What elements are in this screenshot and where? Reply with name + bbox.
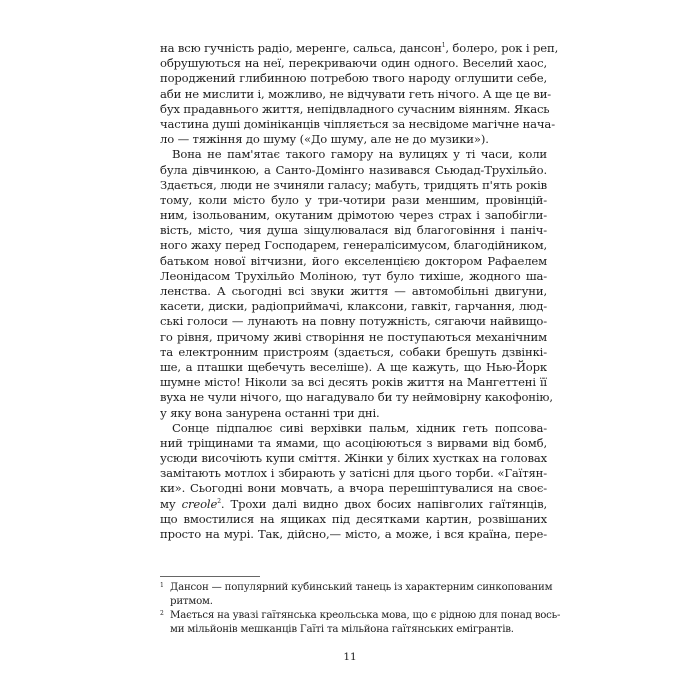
text-line: Здається, люди не зчиняли галасу; мабуть, тридцять п'ять років: [160, 177, 547, 192]
text-line: частина душі домініканців чіпляється за несвідоме магічне нача-: [160, 116, 555, 131]
body-text: [160, 41, 559, 542]
text-line: шумне місто! Ніколи за всі десять років життя на Мангеттені її: [160, 375, 547, 390]
text-line: аби не мислити і, можливо, не відчувати геть нічого. А ще це ви-: [160, 86, 552, 101]
text-line: обрушуються на неї, перекриваючи один одного. Веселий хаос,: [160, 56, 547, 71]
text-line: вість, місто, чия душа зіщулювалася від благоговіння і паніч-: [160, 223, 547, 238]
text-line: ло — тяжіння до шуму («До шуму, але не до музики»).: [160, 132, 489, 147]
footnote-2: [160, 609, 561, 637]
text-line: Вона не пам'ятає такого гамору на вулицях у ті часи, коли: [172, 147, 547, 162]
footnote-mark: 1: [160, 582, 164, 589]
text-line: була дівчинкою, а Санто-Домінго називався Сьюдад-Трухільйо.: [160, 162, 547, 177]
text-line: го рівня, причому живі створіння не поступаються механічним: [160, 329, 547, 344]
foreign-term: creole: [181, 496, 218, 511]
page-body: [160, 41, 559, 542]
text-line: ше, а пташки щебечуть веселіше). А ще кажуть, що Нью-Йорк: [160, 359, 547, 374]
footnote-mark: 2: [160, 610, 164, 617]
text-line: ки». Сьогодні вони мовчать, а вчора перешіптувалися на своє-: [160, 481, 547, 496]
text-line: ські голоси — лунають на повну потужність, сягаючи найвищо-: [160, 314, 547, 329]
text-line: касети, диски, радіоприймачі, клаксони, гавкіт, гарчання, люд-: [160, 299, 547, 314]
footnote-separator: [160, 576, 260, 577]
text-line: Леонідасом Трухільйо Моліною, тут було тихіше, жодного ша-: [160, 268, 547, 283]
footnote-1: [160, 581, 553, 609]
text-line: ний тріщинами та ямами, що асоціюються з вирвами від бомб,: [160, 435, 547, 450]
text-line: му creole$^2$. Трохи далі видно двох босих напівголих гаїтянців,: [160, 496, 547, 511]
footnote-line: ритмом.: [170, 596, 213, 607]
footnote-line: ми мільйонів мешканців Гаїті та мільйона гаїтянських емігрантів.: [170, 624, 514, 635]
footnote-line: Мається на увазі гаїтянська креольська мова, що є рідною для понад вось-: [170, 610, 561, 621]
text-line: що вмостилися на ящиках під десятками картин, розвішаних: [160, 511, 547, 526]
text-line: усюди височіють купи сміття. Жінки у білих хустках на головах: [160, 451, 547, 466]
text-line: ленства. А сьогодні всі звуки життя — автомобільні двигуни,: [160, 284, 547, 298]
footnote-ref[interactable]: 1: [441, 42, 446, 49]
text-line: тому, коли місто було у три-чотири рази меншим, провінцій-: [160, 192, 547, 207]
text-line: у яку вона занурена останні три дні.: [160, 405, 380, 420]
text-line: бух прадавнього життя, непідвладного сучасним віянням. Якась: [160, 101, 550, 116]
footnote-line: Дансон — популярний кубинський танець із характерним синкопованим: [170, 582, 553, 593]
text-line: ного жаху перед Господарем, генералісимусом, благодійником,: [160, 238, 547, 253]
text-line: породжений глибинною потребою твого народу оглушити себе,: [160, 71, 547, 86]
text-line: замітають мотлох і збирають у затісні для цього торби. «Гаїтян-: [160, 466, 547, 481]
footnote-ref[interactable]: 2: [217, 497, 221, 505]
text-line: на всю гучність радіо, меренге, сальса, дансон$^1$, болеро, рок і реп,: [160, 41, 559, 55]
text-line: батьком нової вітчизни, його екселенцією доктором Рафаелем: [160, 253, 547, 268]
page-number: 11: [343, 651, 357, 663]
text-line: вуха не чули нічого, що нагадувало би ту неймовірну какофонію,: [160, 390, 553, 405]
footnotes: [160, 581, 561, 637]
text-line: та електронним пристроям (здається, собаки брешуть дзвінкі-: [160, 344, 547, 359]
text-line: Сонце підпалює сиві верхівки пальм, хідник геть попсова-: [172, 420, 547, 435]
text-line: ним, ізольованим, окутаним дрімотою через страх і запобігли-: [160, 208, 547, 223]
text-line: просто на мурі. Так, дійсно,— місто, а може, і вся країна, пере-: [160, 527, 547, 541]
